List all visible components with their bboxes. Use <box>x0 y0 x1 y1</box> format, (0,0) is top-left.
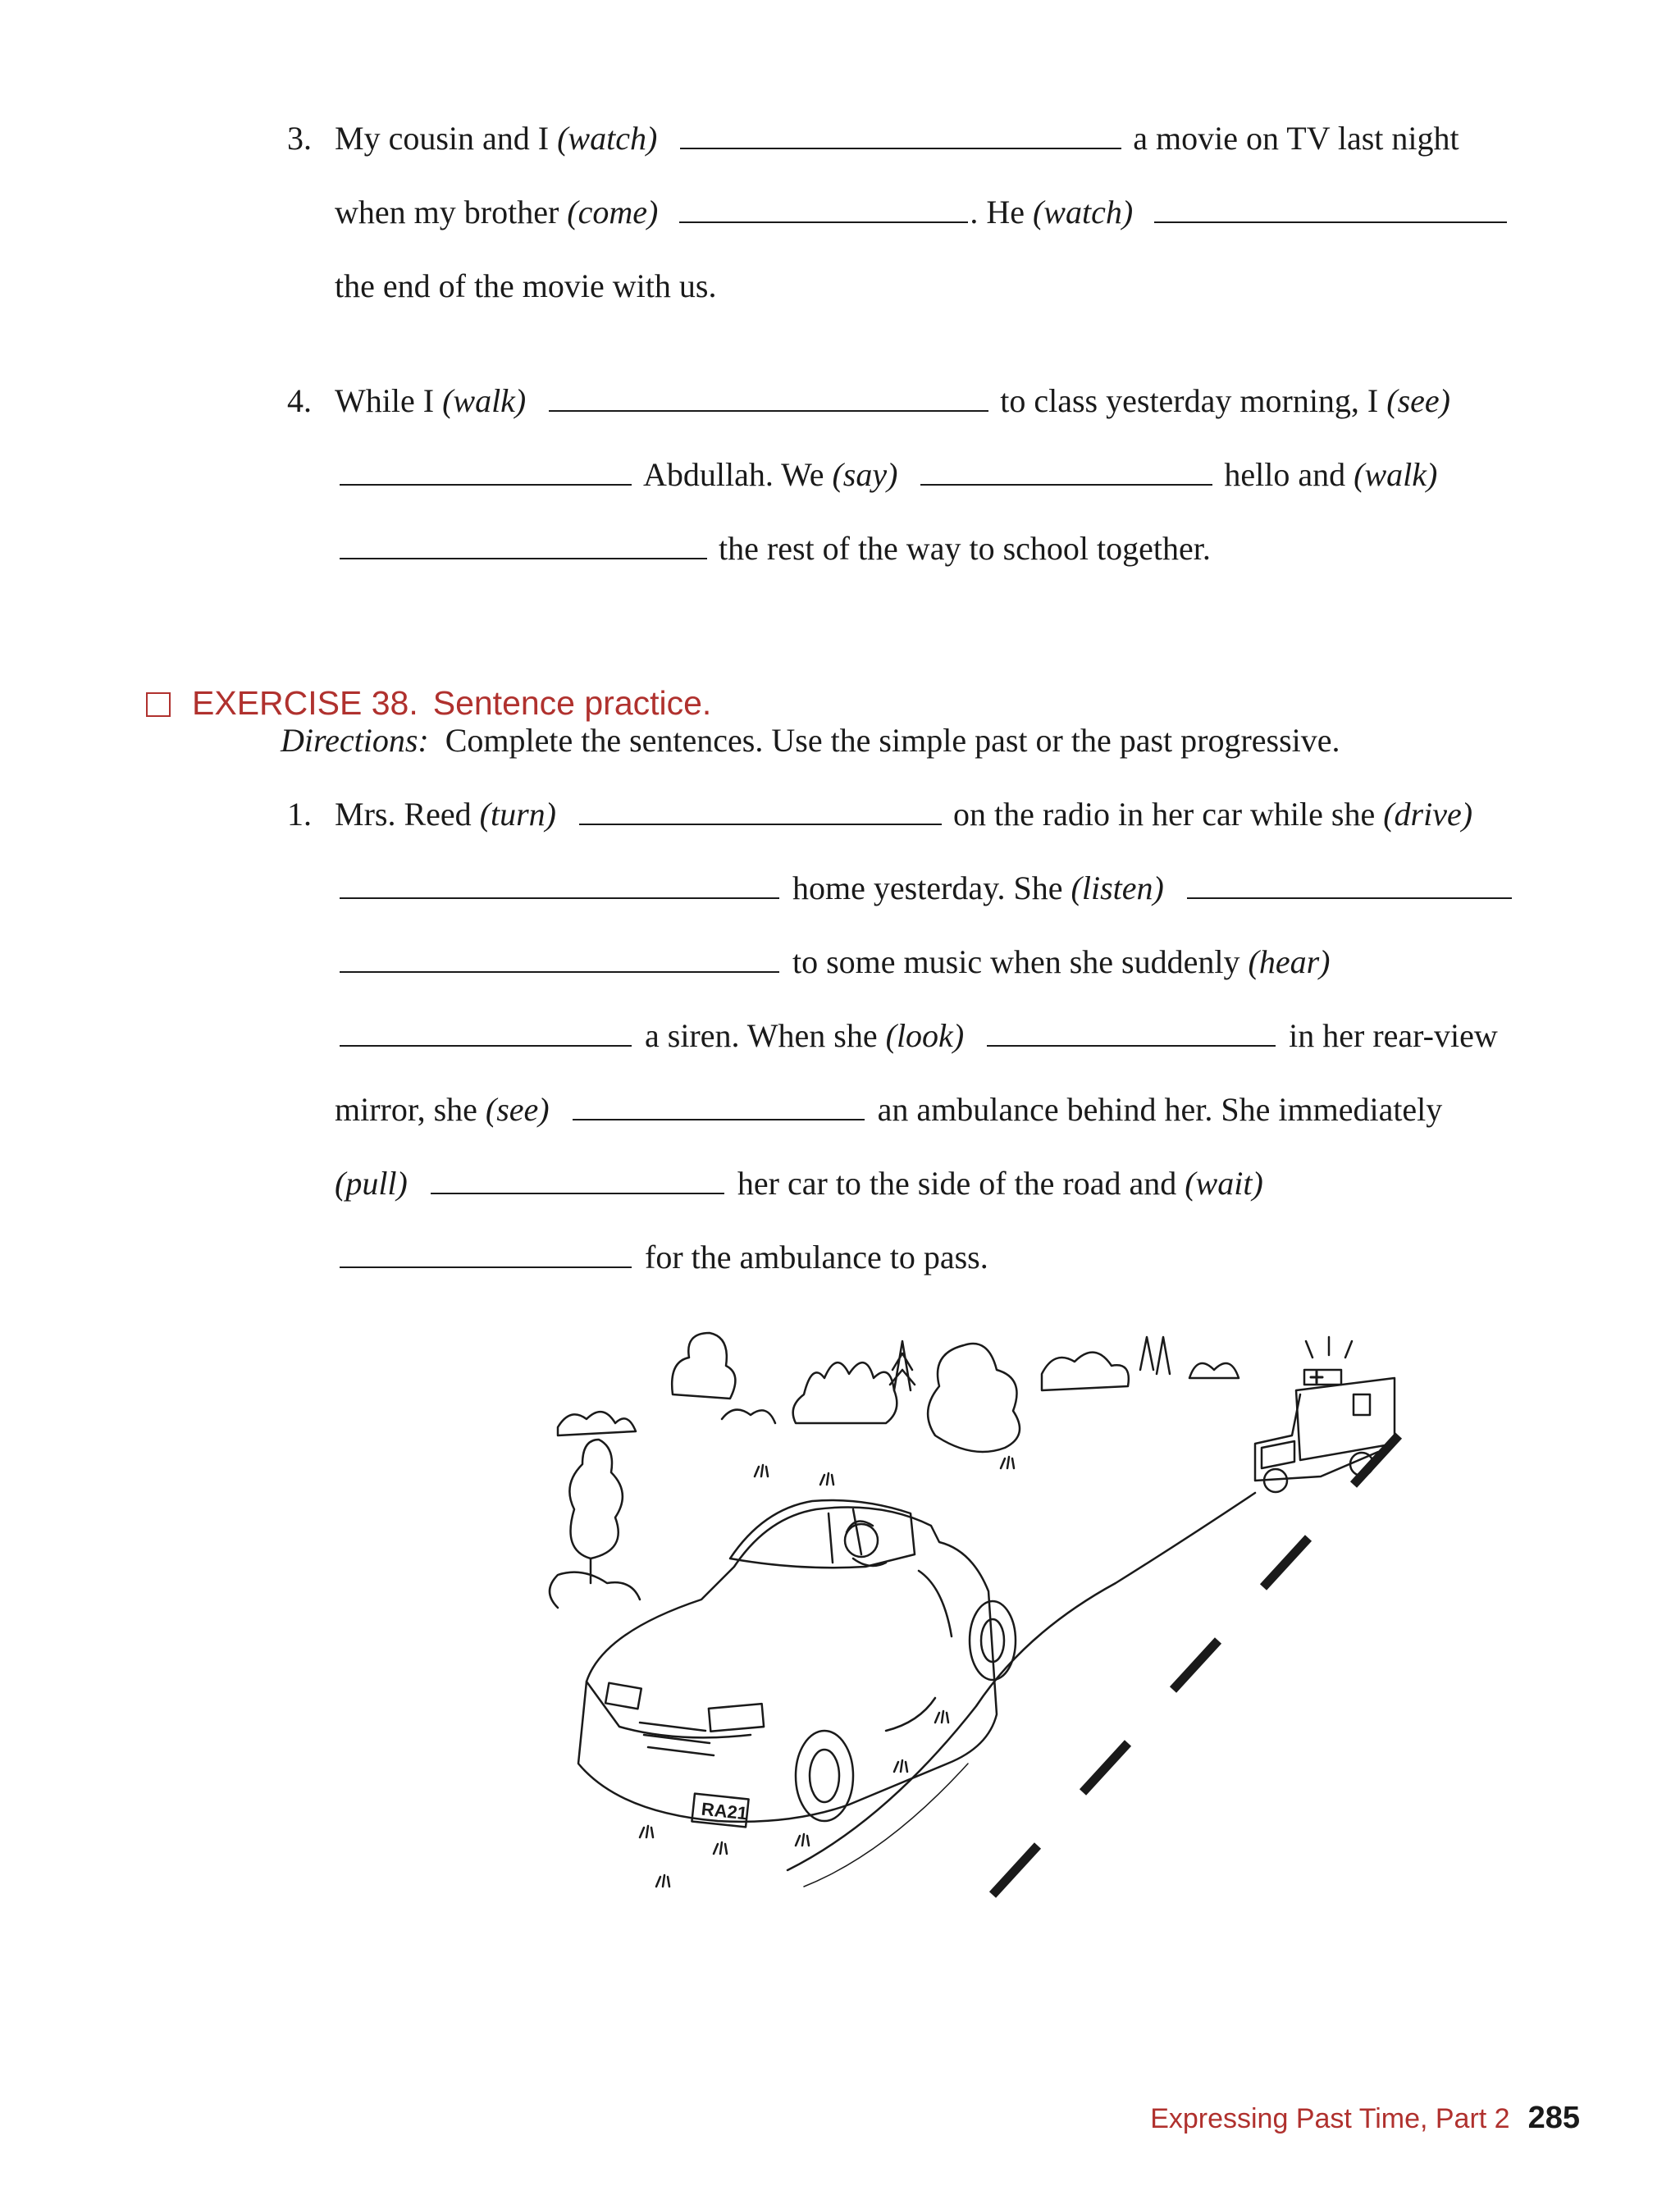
sentence-text: a siren. When she <box>645 1017 878 1054</box>
verb-cue: (pull) <box>335 1165 408 1202</box>
answer-blank[interactable] <box>549 386 988 412</box>
item-1-line-7 <box>340 1237 988 1278</box>
answer-blank[interactable] <box>679 197 968 223</box>
verb-cue: (walk) <box>1354 456 1438 493</box>
item-3-line-2 <box>335 192 1507 233</box>
sentence-text: her car to the side of the road and <box>737 1165 1177 1202</box>
sentence-text: the end of the movie with us. <box>335 267 717 304</box>
item-3-line-3 <box>335 266 716 307</box>
answer-blank[interactable] <box>431 1168 724 1194</box>
sentence-text: While I <box>335 382 435 419</box>
answer-blank[interactable] <box>340 873 779 899</box>
verb-cue: (watch) <box>557 120 658 157</box>
sentence-text: My cousin and I <box>335 120 550 157</box>
answer-blank[interactable] <box>340 1242 632 1268</box>
verb-cue: (see) <box>485 1091 550 1128</box>
item-4-line-3 <box>340 528 1211 569</box>
sentence-text: . He <box>970 194 1025 230</box>
exercise-heading <box>146 682 711 723</box>
directions <box>281 720 1340 761</box>
verb-cue: (wait) <box>1185 1165 1263 1202</box>
verb-cue: (come) <box>567 194 659 230</box>
sentence-text: Mrs. Reed <box>335 796 472 833</box>
answer-blank[interactable] <box>1187 873 1512 899</box>
sentence-text: on the radio in her car while she <box>952 796 1376 833</box>
item-4-line-2 <box>340 454 1437 495</box>
item-1-line-3 <box>340 942 1330 983</box>
sentence-text: for the ambulance to pass. <box>645 1239 988 1276</box>
verb-cue: (watch) <box>1032 194 1134 230</box>
verb-cue: (look) <box>885 1017 965 1054</box>
page-number: 285 <box>1527 2101 1580 2135</box>
ambulance-illustration <box>509 1312 1411 1952</box>
answer-blank[interactable] <box>573 1094 865 1120</box>
tree-icon <box>550 1440 640 1608</box>
item-number: 3. <box>287 120 312 157</box>
license-plate: RA21 <box>700 1798 749 1824</box>
sentence-text: to class yesterday morning, I <box>1000 382 1379 419</box>
answer-blank[interactable] <box>680 123 1121 149</box>
sentence-text: hello and <box>1224 456 1346 493</box>
item-4-line-1 <box>287 381 1450 422</box>
verb-cue: (drive) <box>1383 796 1473 833</box>
item-1-line-4 <box>340 1015 1498 1056</box>
answer-blank[interactable] <box>340 533 707 559</box>
exercise-title: Sentence practice. <box>432 684 712 722</box>
answer-blank[interactable] <box>340 1020 632 1047</box>
verb-cue: (listen) <box>1071 869 1164 906</box>
car-icon <box>578 1500 1016 1827</box>
chapter-title: Expressing Past Time, Part 2 <box>1150 2103 1510 2134</box>
verb-cue: (turn) <box>479 796 556 833</box>
sentence-text: home yesterday. She <box>792 869 1063 906</box>
item-1-line-2 <box>340 868 1512 909</box>
answer-blank[interactable] <box>987 1020 1276 1047</box>
item-1-line-5 <box>335 1089 1442 1130</box>
page-footer <box>1150 2097 1580 2139</box>
checkbox-icon[interactable] <box>146 692 171 717</box>
sentence-text: in her rear-view <box>1289 1017 1498 1054</box>
sentence-text: the rest of the way to school together. <box>719 530 1211 567</box>
sentence-text: an ambulance behind her. She immediately <box>877 1091 1443 1128</box>
item-number: 1. <box>287 796 312 833</box>
driver-icon <box>845 1522 886 1566</box>
exercise-label: EXERCISE 38. <box>192 684 418 722</box>
sentence-text: a movie on TV last night <box>1133 120 1459 157</box>
directions-label: Directions: <box>281 722 429 759</box>
road-icon <box>993 1435 1399 1895</box>
tree-icon <box>558 1333 1239 1452</box>
verb-cue: (say) <box>832 456 898 493</box>
answer-blank[interactable] <box>340 947 779 973</box>
sentence-text: mirror, she <box>335 1091 477 1128</box>
directions-text: Complete the sentences. Use the simple past or the past progressive. <box>445 722 1340 759</box>
sentence-text: when my brother <box>335 194 559 230</box>
answer-blank[interactable] <box>340 459 632 486</box>
sentence-text: Abdullah. We <box>643 456 824 493</box>
answer-blank[interactable] <box>1154 197 1507 223</box>
verb-cue: (hear) <box>1248 943 1331 980</box>
item-1-line-1 <box>287 794 1472 835</box>
verb-cue: (see) <box>1386 382 1450 419</box>
answer-blank[interactable] <box>579 799 942 825</box>
item-1-line-6 <box>335 1163 1263 1204</box>
item-3-line-1 <box>287 118 1459 159</box>
item-number: 4. <box>287 382 312 419</box>
sentence-text: to some music when she suddenly <box>792 943 1240 980</box>
answer-blank[interactable] <box>920 459 1212 486</box>
verb-cue: (walk) <box>442 382 527 419</box>
